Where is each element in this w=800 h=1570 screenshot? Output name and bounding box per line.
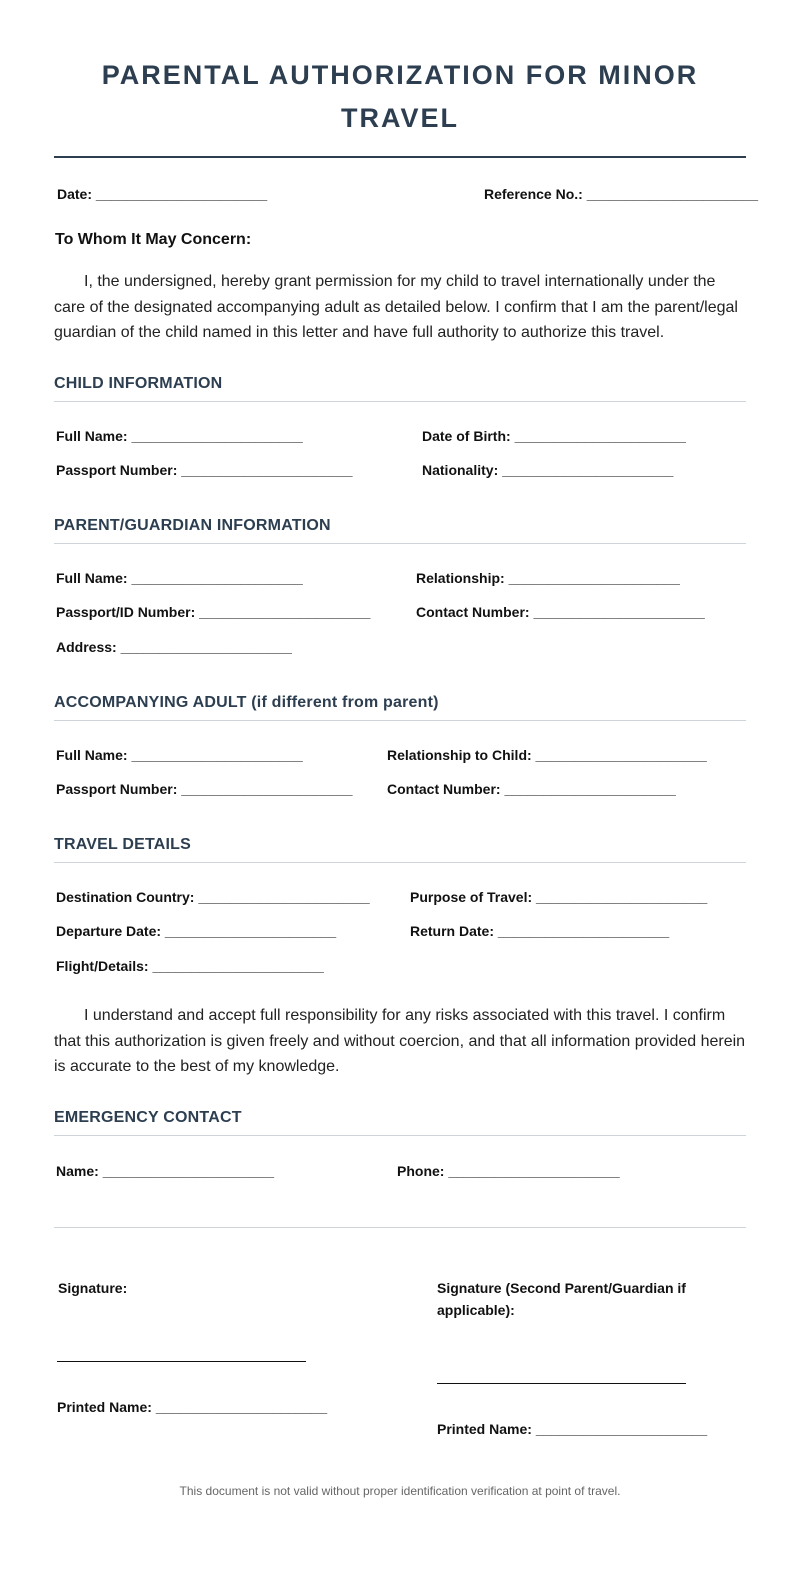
travel-departure-field bbox=[56, 923, 336, 939]
adult-passport-field bbox=[56, 781, 353, 797]
travel-purpose-blank[interactable]: ______________________ bbox=[536, 889, 708, 905]
parent-address-label: Address: bbox=[56, 639, 117, 655]
travel-flight-blank[interactable]: ______________________ bbox=[152, 958, 324, 974]
child-full-name-label: Full Name: bbox=[56, 428, 128, 444]
emergency-section-divider bbox=[54, 1135, 746, 1136]
adult-relationship-blank[interactable]: ______________________ bbox=[535, 747, 707, 763]
second-printed-name-field bbox=[437, 1421, 707, 1437]
child-nationality-label: Nationality: bbox=[422, 462, 499, 478]
adult-contact-label: Contact Number: bbox=[387, 781, 501, 797]
emergency-section-heading: EMERGENCY CONTACT bbox=[54, 1109, 242, 1126]
parent-contact-label: Contact Number: bbox=[416, 604, 530, 620]
parent-relationship-blank[interactable]: ______________________ bbox=[508, 570, 680, 586]
child-passport-field bbox=[56, 462, 353, 478]
travel-return-label: Return Date: bbox=[410, 923, 495, 939]
acceptance-paragraph: I understand and accept full responsibility for any risks associated with this travel. I confirm that this authorization is given freely and without coercion, and that all information provided herein is accurate to the best of my knowledge. bbox=[54, 1007, 746, 1075]
printed-name-field bbox=[57, 1399, 327, 1415]
travel-section-heading: TRAVEL DETAILS bbox=[54, 836, 192, 853]
parent-contact-field bbox=[416, 604, 705, 620]
adult-full-name-field bbox=[56, 747, 303, 763]
second-signature-label-line1: Signature (Second Parent/Guardian if bbox=[437, 1280, 686, 1296]
parent-full-name-field bbox=[56, 570, 303, 586]
parent-relationship-field bbox=[416, 570, 680, 586]
child-nationality-field bbox=[422, 462, 673, 478]
signature-section-divider bbox=[54, 1227, 746, 1228]
travel-flight-field bbox=[56, 958, 324, 974]
child-full-name-blank[interactable]: ______________________ bbox=[131, 428, 303, 444]
date-field bbox=[57, 186, 267, 202]
adult-contact-blank[interactable]: ______________________ bbox=[504, 781, 676, 797]
travel-destination-label: Destination Country: bbox=[56, 889, 195, 905]
reference-field bbox=[484, 186, 758, 202]
travel-section-divider bbox=[54, 862, 746, 863]
adult-section-divider bbox=[54, 720, 746, 721]
emergency-phone-label: Phone: bbox=[397, 1163, 445, 1179]
travel-purpose-field bbox=[410, 889, 707, 905]
printed-name-blank[interactable]: ______________________ bbox=[155, 1399, 328, 1415]
adult-full-name-label: Full Name: bbox=[56, 747, 128, 763]
child-passport-label: Passport Number: bbox=[56, 462, 178, 478]
child-dob-blank[interactable]: ______________________ bbox=[514, 428, 686, 444]
adult-passport-label: Passport Number: bbox=[56, 781, 178, 797]
adult-relationship-label: Relationship to Child: bbox=[387, 747, 532, 763]
parent-passport-field bbox=[56, 604, 370, 620]
date-label: Date: bbox=[57, 186, 93, 202]
child-dob-field bbox=[422, 428, 686, 444]
parent-passport-label: Passport/ID Number: bbox=[56, 604, 196, 620]
reference-label: Reference No.: bbox=[484, 186, 583, 202]
adult-passport-blank[interactable]: ______________________ bbox=[181, 781, 353, 797]
child-section-heading: CHILD INFORMATION bbox=[54, 375, 223, 392]
travel-departure-label: Departure Date: bbox=[56, 923, 162, 939]
document-title: PARENTAL AUTHORIZATION FOR MINOR TRAVEL bbox=[101, 60, 699, 133]
emergency-phone-field bbox=[397, 1163, 620, 1179]
footer-note: This document is not valid without proper identification verification at point of travel. bbox=[179, 1484, 621, 1498]
parent-address-blank[interactable]: ______________________ bbox=[120, 639, 292, 655]
adult-full-name-blank[interactable]: ______________________ bbox=[131, 747, 303, 763]
child-section-divider bbox=[54, 401, 746, 402]
child-dob-label: Date of Birth: bbox=[422, 428, 511, 444]
intro-paragraph: I, the undersigned, hereby grant permission for my child to travel internationally under the care of the designated accompanying adult as detailed below. I confirm that I am the parent/legal guardian of the child named in this letter and have full authority to authorize this travel. bbox=[54, 273, 738, 341]
parent-relationship-label: Relationship: bbox=[416, 570, 505, 586]
second-signature-label-line2: applicable): bbox=[437, 1302, 515, 1318]
parent-full-name-blank[interactable]: ______________________ bbox=[131, 570, 303, 586]
parent-address-field bbox=[56, 639, 292, 655]
reference-blank[interactable]: ______________________ bbox=[586, 186, 758, 202]
child-nationality-blank[interactable]: ______________________ bbox=[502, 462, 674, 478]
second-printed-name-blank[interactable]: ______________________ bbox=[535, 1421, 708, 1437]
emergency-name-blank[interactable]: ______________________ bbox=[102, 1163, 274, 1179]
greeting: To Whom It May Concern: bbox=[55, 231, 252, 248]
emergency-name-label: Name: bbox=[56, 1163, 99, 1179]
parent-section-heading: PARENT/GUARDIAN INFORMATION bbox=[54, 517, 331, 534]
date-blank[interactable]: ______________________ bbox=[95, 186, 268, 202]
title-divider bbox=[54, 156, 746, 158]
travel-destination-field bbox=[56, 889, 370, 905]
travel-flight-label: Flight/Details: bbox=[56, 958, 149, 974]
adult-contact-field bbox=[387, 781, 676, 797]
adult-section-heading: ACCOMPANYING ADULT (if different from parent) bbox=[54, 694, 439, 711]
parent-contact-blank[interactable]: ______________________ bbox=[533, 604, 705, 620]
child-passport-blank[interactable]: ______________________ bbox=[181, 462, 353, 478]
parent-passport-blank[interactable]: ______________________ bbox=[199, 604, 371, 620]
child-full-name-field bbox=[56, 428, 303, 444]
travel-departure-blank[interactable]: ______________________ bbox=[164, 923, 337, 939]
emergency-phone-blank[interactable]: ______________________ bbox=[448, 1163, 620, 1179]
printed-name-label: Printed Name: bbox=[57, 1399, 152, 1415]
second-signature-line[interactable] bbox=[437, 1383, 686, 1384]
travel-destination-blank[interactable]: ______________________ bbox=[198, 889, 370, 905]
emergency-name-field bbox=[56, 1163, 274, 1179]
second-printed-name-label: Printed Name: bbox=[437, 1421, 532, 1437]
signature-line[interactable] bbox=[57, 1361, 306, 1362]
travel-purpose-label: Purpose of Travel: bbox=[410, 889, 533, 905]
travel-return-field bbox=[410, 923, 669, 939]
signature-label: Signature: bbox=[58, 1280, 128, 1296]
parent-full-name-label: Full Name: bbox=[56, 570, 128, 586]
parent-section-divider bbox=[54, 543, 746, 544]
adult-relationship-field bbox=[387, 747, 707, 763]
travel-return-blank[interactable]: ______________________ bbox=[497, 923, 670, 939]
